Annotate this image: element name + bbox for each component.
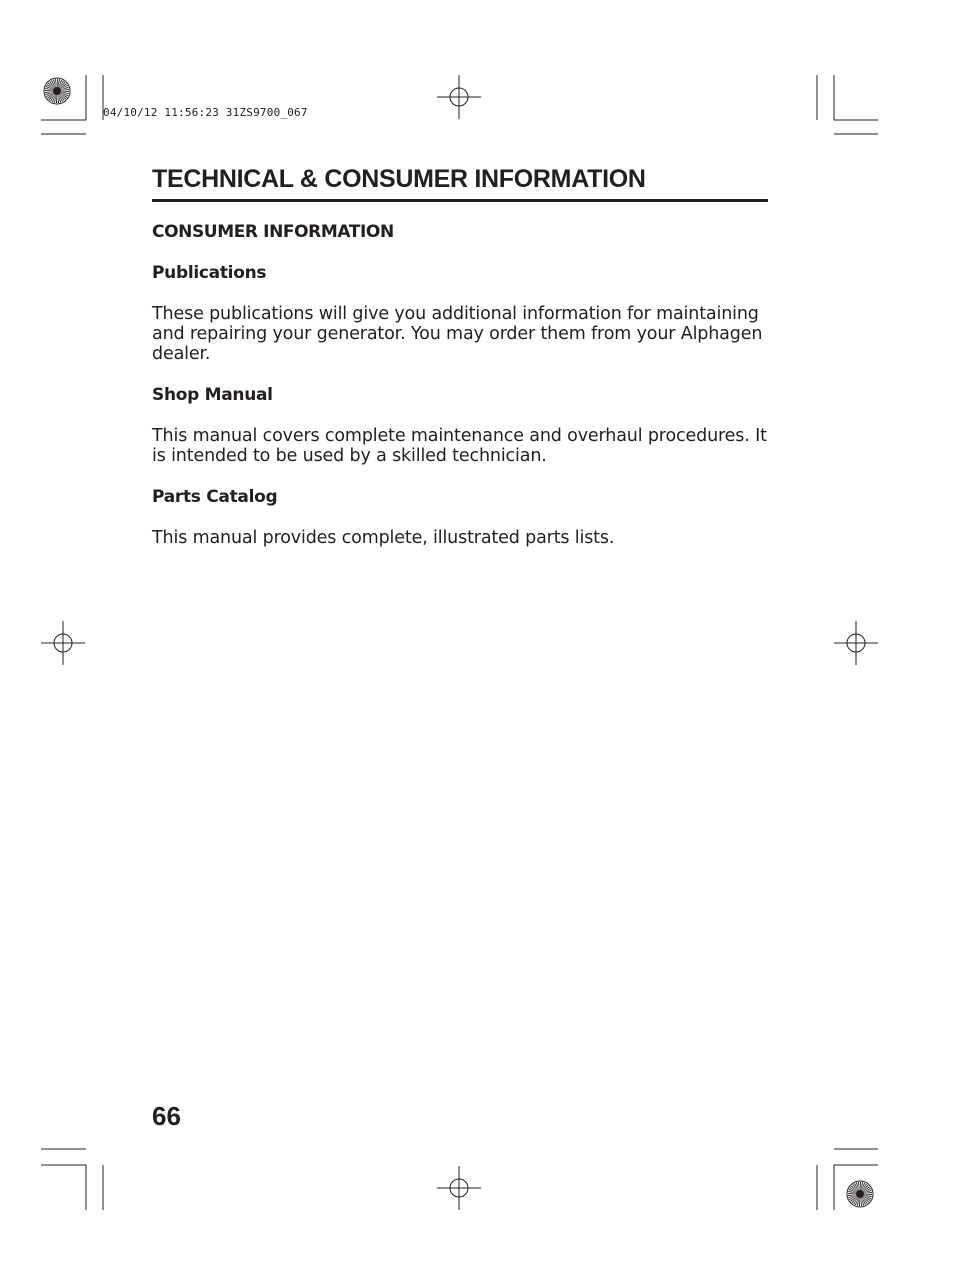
crop-mark-icon [817, 1149, 878, 1210]
shop-manual-text: This manual covers complete maintenance and overhaul procedures. It is intended to be used by a skilled technician. [152, 426, 767, 466]
title-rule [152, 199, 768, 202]
publications-text: These publications will give you additional information for maintaining and repairing your generator. You may order them from your Alphagen dealer. [152, 304, 763, 364]
page-number: 66 [152, 1101, 181, 1131]
shop-manual-heading: Shop Manual [152, 385, 273, 405]
crop-mark-icon [817, 75, 878, 134]
crosshair-icon [437, 75, 481, 119]
parts-catalog-text: This manual provides complete, illustrated parts lists. [152, 528, 615, 548]
registration-sunburst-icon [44, 78, 70, 104]
parts-catalog-heading: Parts Catalog [152, 487, 278, 507]
crosshair-icon [41, 621, 85, 665]
crosshair-icon [437, 1166, 481, 1210]
print-stamp: 04/10/12 11:56:23 31ZS9700_067 [103, 106, 308, 119]
crosshair-icon [834, 621, 878, 665]
page-title: TECHNICAL & CONSUMER INFORMATION [152, 165, 646, 193]
section-heading: CONSUMER INFORMATION [152, 222, 394, 242]
registration-sunburst-icon [847, 1181, 873, 1207]
crop-mark-icon [41, 1149, 103, 1210]
publications-heading: Publications [152, 263, 267, 283]
crop-mark-icon [41, 75, 103, 134]
